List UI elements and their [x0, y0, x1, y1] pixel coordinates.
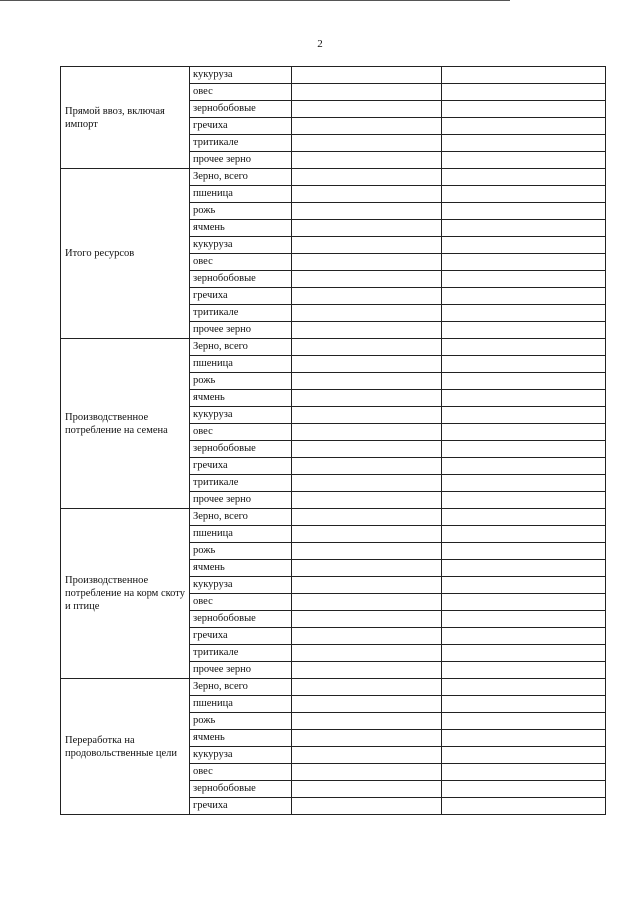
item-label: овес: [190, 424, 292, 441]
value-cell: [292, 271, 442, 288]
value-cell: [442, 67, 606, 84]
value-cell: [292, 577, 442, 594]
item-label: кукуруза: [190, 67, 292, 84]
value-cell: [442, 492, 606, 509]
item-label: Зерно, всего: [190, 339, 292, 356]
value-cell: [442, 152, 606, 169]
item-label: пшеница: [190, 186, 292, 203]
value-cell: [442, 441, 606, 458]
value-cell: [292, 560, 442, 577]
value-cell: [292, 101, 442, 118]
value-cell: [442, 475, 606, 492]
value-cell: [292, 662, 442, 679]
item-label: пшеница: [190, 696, 292, 713]
value-cell: [292, 679, 442, 696]
item-label: зернобобовые: [190, 271, 292, 288]
item-label: овес: [190, 84, 292, 101]
value-cell: [442, 186, 606, 203]
item-label: пшеница: [190, 526, 292, 543]
section-label: Переработка на продовольственные цели: [61, 679, 190, 815]
item-label: Зерно, всего: [190, 169, 292, 186]
value-cell: [442, 203, 606, 220]
table-body: [61, 67, 606, 815]
value-cell: [442, 305, 606, 322]
value-cell: [442, 662, 606, 679]
value-cell: [442, 424, 606, 441]
section-label: Производственное потребление на корм скоту и птице: [61, 509, 190, 679]
item-label: овес: [190, 254, 292, 271]
value-cell: [442, 84, 606, 101]
value-cell: [292, 135, 442, 152]
value-cell: [442, 679, 606, 696]
value-cell: [292, 407, 442, 424]
value-cell: [292, 526, 442, 543]
value-cell: [292, 339, 442, 356]
value-cell: [292, 169, 442, 186]
table-row: [61, 339, 606, 356]
item-label: гречиха: [190, 288, 292, 305]
value-cell: [442, 118, 606, 135]
value-cell: [292, 764, 442, 781]
value-cell: [442, 747, 606, 764]
section-label: Производственное потребление на семена: [61, 339, 190, 509]
item-label: зернобобовые: [190, 441, 292, 458]
value-cell: [292, 543, 442, 560]
value-cell: [292, 781, 442, 798]
item-label: прочее зерно: [190, 662, 292, 679]
item-label: ячмень: [190, 220, 292, 237]
table-row: [61, 169, 606, 186]
item-label: гречиха: [190, 118, 292, 135]
item-label: тритикале: [190, 645, 292, 662]
value-cell: [292, 390, 442, 407]
item-label: кукуруза: [190, 747, 292, 764]
item-label: овес: [190, 764, 292, 781]
value-cell: [292, 458, 442, 475]
item-label: Зерно, всего: [190, 509, 292, 526]
section-label: Итого ресурсов: [61, 169, 190, 339]
value-cell: [442, 322, 606, 339]
item-label: ячмень: [190, 730, 292, 747]
value-cell: [442, 288, 606, 305]
value-cell: [292, 84, 442, 101]
value-cell: [442, 101, 606, 118]
item-label: гречиха: [190, 458, 292, 475]
value-cell: [442, 220, 606, 237]
value-cell: [292, 509, 442, 526]
value-cell: [292, 152, 442, 169]
value-cell: [292, 611, 442, 628]
item-label: тритикале: [190, 475, 292, 492]
item-label: кукуруза: [190, 237, 292, 254]
value-cell: [442, 254, 606, 271]
table-row: [61, 509, 606, 526]
value-cell: [292, 237, 442, 254]
value-cell: [292, 747, 442, 764]
value-cell: [292, 628, 442, 645]
value-cell: [292, 305, 442, 322]
value-cell: [442, 169, 606, 186]
value-cell: [442, 271, 606, 288]
item-label: гречиха: [190, 798, 292, 815]
value-cell: [442, 713, 606, 730]
item-label: ячмень: [190, 390, 292, 407]
item-label: ячмень: [190, 560, 292, 577]
item-label: прочее зерно: [190, 492, 292, 509]
table-row: [61, 67, 606, 84]
value-cell: [292, 492, 442, 509]
value-cell: [442, 781, 606, 798]
value-cell: [442, 390, 606, 407]
value-cell: [442, 798, 606, 815]
value-cell: [292, 186, 442, 203]
value-cell: [442, 577, 606, 594]
value-cell: [292, 645, 442, 662]
value-cell: [292, 373, 442, 390]
value-cell: [442, 509, 606, 526]
value-cell: [292, 441, 442, 458]
table-row: [61, 679, 606, 696]
item-label: гречиха: [190, 628, 292, 645]
value-cell: [442, 407, 606, 424]
value-cell: [442, 373, 606, 390]
item-label: овес: [190, 594, 292, 611]
item-label: зернобобовые: [190, 611, 292, 628]
value-cell: [442, 458, 606, 475]
item-label: рожь: [190, 203, 292, 220]
value-cell: [292, 730, 442, 747]
value-cell: [442, 764, 606, 781]
value-cell: [292, 696, 442, 713]
item-label: кукуруза: [190, 407, 292, 424]
value-cell: [292, 67, 442, 84]
value-cell: [442, 135, 606, 152]
value-cell: [292, 288, 442, 305]
item-label: рожь: [190, 543, 292, 560]
value-cell: [442, 628, 606, 645]
value-cell: [292, 203, 442, 220]
value-cell: [292, 322, 442, 339]
item-label: рожь: [190, 713, 292, 730]
value-cell: [442, 611, 606, 628]
value-cell: [442, 730, 606, 747]
value-cell: [442, 645, 606, 662]
value-cell: [292, 424, 442, 441]
value-cell: [442, 526, 606, 543]
item-label: прочее зерно: [190, 152, 292, 169]
value-cell: [292, 356, 442, 373]
top-rule: [0, 0, 510, 1]
item-label: Зерно, всего: [190, 679, 292, 696]
item-label: тритикале: [190, 305, 292, 322]
value-cell: [442, 560, 606, 577]
value-cell: [442, 339, 606, 356]
section-label: Прямой ввоз, включая импорт: [61, 67, 190, 169]
value-cell: [292, 798, 442, 815]
value-cell: [292, 475, 442, 492]
item-label: прочее зерно: [190, 322, 292, 339]
value-cell: [292, 254, 442, 271]
grain-balance-table: [60, 66, 606, 815]
item-label: рожь: [190, 373, 292, 390]
item-label: пшеница: [190, 356, 292, 373]
item-label: тритикале: [190, 135, 292, 152]
value-cell: [442, 543, 606, 560]
item-label: кукуруза: [190, 577, 292, 594]
value-cell: [442, 696, 606, 713]
item-label: зернобобовые: [190, 781, 292, 798]
value-cell: [292, 220, 442, 237]
value-cell: [442, 594, 606, 611]
page-number: 2: [317, 38, 323, 50]
value-cell: [442, 237, 606, 254]
item-label: зернобобовые: [190, 101, 292, 118]
value-cell: [292, 713, 442, 730]
value-cell: [292, 118, 442, 135]
value-cell: [292, 594, 442, 611]
value-cell: [442, 356, 606, 373]
